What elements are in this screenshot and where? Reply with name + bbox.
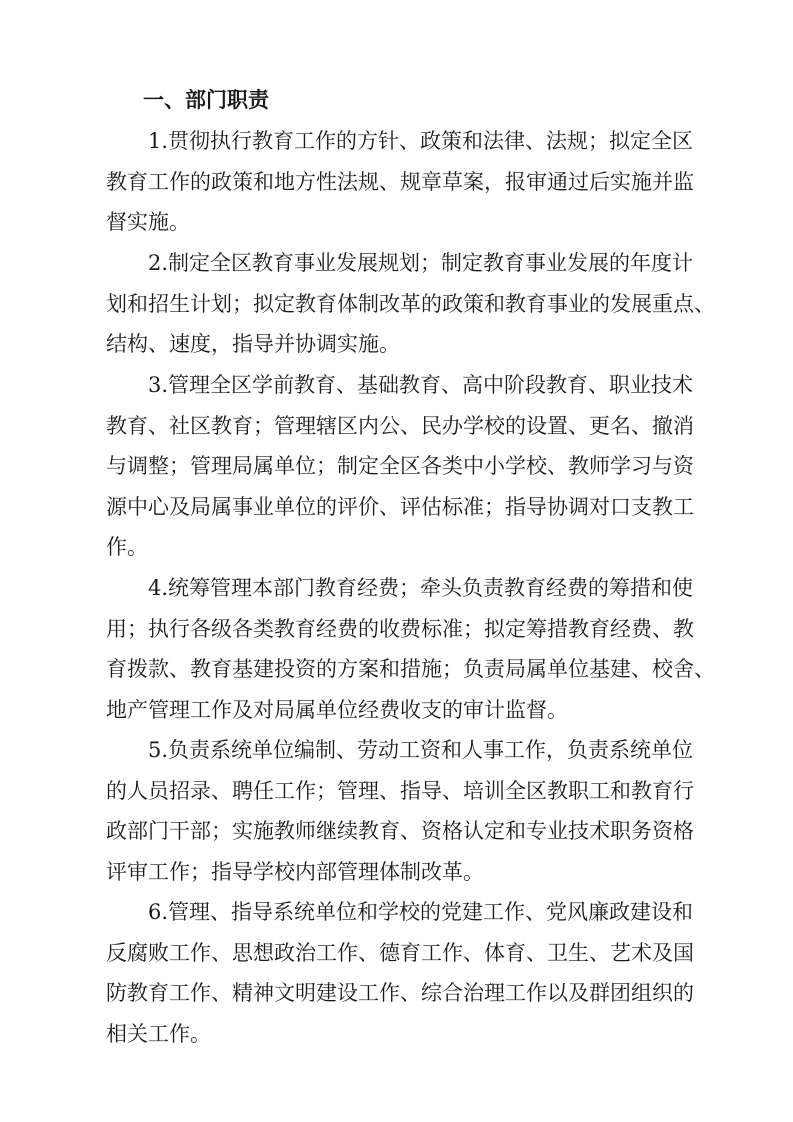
paragraph-line: 5.负责系统单位编制、劳动工资和人事工作，负责系统单位 bbox=[148, 738, 694, 762]
paragraph-line: 育拨款、教育基建投资的方案和措施；负责局属单位基建、校舍、 bbox=[106, 657, 715, 681]
paragraph-6 bbox=[106, 892, 694, 1054]
paragraph-line: 划和招生计划；拟定教育体制改革的政策和教育事业的发展重点、 bbox=[106, 291, 715, 316]
paragraph-line: 结构、速度，指导并协调实施。 bbox=[106, 332, 400, 356]
paragraph-line: 评审工作；指导学校内部管理体制改革。 bbox=[106, 859, 484, 884]
paragraph-line: 1.贯彻执行教育工作的方针、政策和法律、法规；拟定全区 bbox=[148, 129, 694, 153]
paragraph-line: 相关工作。 bbox=[106, 1021, 211, 1046]
paragraph-line: 的人员招录、聘任工作；管理、指导、培训全区教职工和教育行 bbox=[106, 778, 694, 803]
paragraph-line: 教育工作的政策和地方性法规、规章草案，报审通过后实施并监 bbox=[106, 169, 694, 194]
section-heading: 一、部门职责 bbox=[143, 88, 269, 112]
paragraph-4 bbox=[106, 568, 715, 730]
paragraph-1 bbox=[106, 121, 694, 243]
paragraph-line: 4.统筹管理本部门教育经费；牵头负责教育经费的筹措和使 bbox=[148, 576, 694, 600]
paragraph-line: 6.管理、指导系统单位和学校的党建工作、党风廉政建设和 bbox=[148, 900, 694, 924]
paragraph-line: 反腐败工作、思想政治工作、德育工作、体育、卫生、艺术及国 bbox=[106, 940, 694, 965]
paragraph-line: 督实施。 bbox=[106, 210, 190, 234]
paragraph-line: 地产管理工作及对局属单位经费收支的审计监督。 bbox=[106, 697, 568, 722]
paragraph-line: 教育、社区教育；管理辖区内公、民办学校的设置、更名、撤消 bbox=[106, 413, 694, 438]
paragraph-2 bbox=[106, 243, 715, 365]
paragraph-3 bbox=[106, 365, 694, 568]
paragraph-line: 与调整；管理局属单位；制定全区各类中小学校、教师学习与资 bbox=[106, 454, 694, 478]
paragraph-line: 源中心及局属事业单位的评价、评估标准；指导协调对口支教工 bbox=[106, 494, 694, 519]
paragraph-5 bbox=[106, 730, 694, 892]
paragraph-line: 3.管理全区学前教育、基础教育、高中阶段教育、职业技术 bbox=[148, 373, 694, 397]
paragraph-line: 防教育工作、精神文明建设工作、综合治理工作以及群团组织的 bbox=[106, 981, 694, 1005]
paragraph-line: 作。 bbox=[106, 535, 148, 559]
paragraph-line: 2.制定全区教育事业发展规划；制定教育事业发展的年度计 bbox=[148, 251, 694, 275]
paragraph-line: 政部门干部；实施教师继续教育、资格认定和专业技术职务资格 bbox=[106, 819, 694, 843]
paragraph-line: 用；执行各级各类教育经费的收费标准；拟定筹措教育经费、教 bbox=[106, 616, 694, 641]
